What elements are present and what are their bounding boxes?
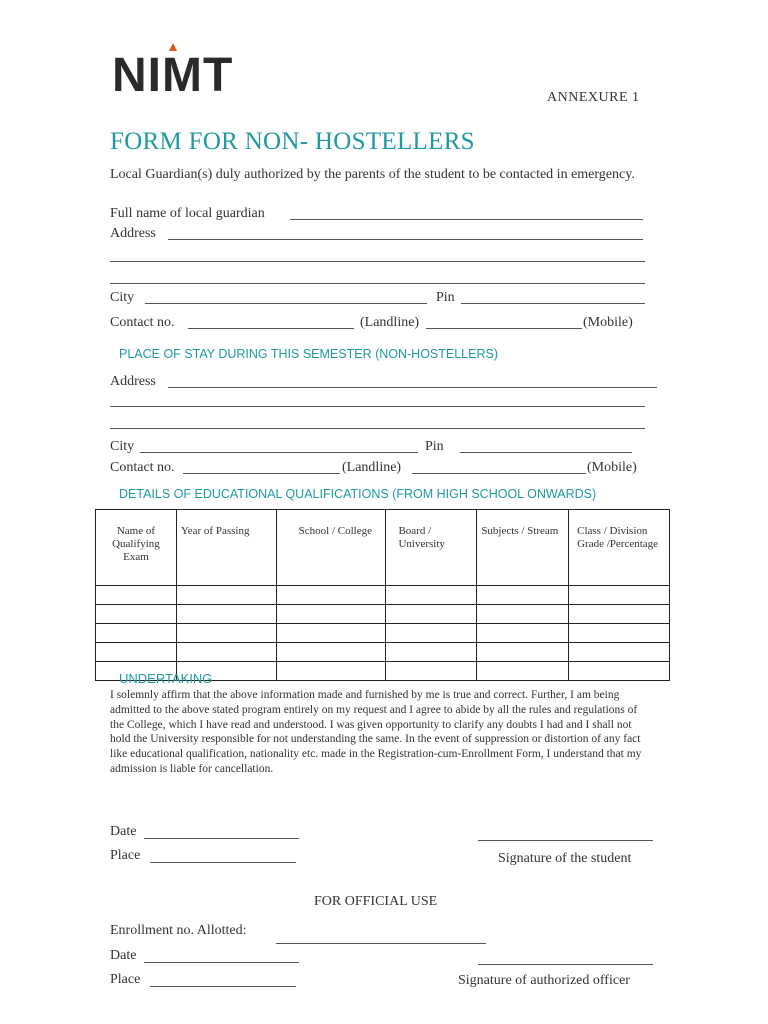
stay-landline-field[interactable] <box>183 473 340 474</box>
form-title: FORM FOR NON- HOSTELLERS <box>110 128 475 155</box>
table-row <box>96 605 670 624</box>
stay-mobile-label: (Mobile) <box>587 460 637 475</box>
logo-accent-triangle <box>169 43 177 51</box>
undertaking-text: I solemnly affirm that the above information made and furnished by me is true and correct. Further, I am being admitted to the above stated program entirely on my request and I agree to abide by all the rules and regulations of the College, which I have read and understood. I was given opportunity to clarify any doubts I had and I shall not hold the University responsible for not understanding the same. In the event of suppression or distortion of any fact like educational qualification, nationality etc. made in the Registration-cum-Enrollment Form, I understand that my admission is liable for cancellation. <box>110 689 642 775</box>
stay-city-field[interactable] <box>140 452 418 453</box>
table-cell[interactable] <box>96 624 177 643</box>
officer-signature-line[interactable] <box>478 964 653 965</box>
table-cell[interactable] <box>477 643 569 662</box>
table-cell[interactable] <box>96 586 177 605</box>
stay-pin-label: Pin <box>425 439 444 454</box>
official-date-label: Date <box>110 948 137 963</box>
table-cell[interactable] <box>477 662 569 681</box>
table-cell[interactable] <box>96 643 177 662</box>
table-cell[interactable] <box>386 586 477 605</box>
table-cell[interactable] <box>569 605 670 624</box>
table-cell[interactable] <box>569 662 670 681</box>
date-label: Date <box>110 824 137 839</box>
table-cell[interactable] <box>569 624 670 643</box>
stay-address-field-2[interactable] <box>110 406 645 407</box>
education-heading: DETAILS OF EDUCATIONAL QUALIFICATIONS (FROM HIGH SCHOOL ONWARDS) <box>119 487 597 501</box>
place-label: Place <box>110 848 141 863</box>
official-date-field[interactable] <box>144 962 299 963</box>
table-cell[interactable] <box>386 605 477 624</box>
table-cell[interactable] <box>276 624 386 643</box>
table-cell[interactable] <box>276 662 386 681</box>
table-cell[interactable] <box>176 605 276 624</box>
table-cell[interactable] <box>276 605 386 624</box>
table-row <box>96 586 670 605</box>
annexure-label: ANNEXURE 1 <box>547 90 640 105</box>
full-name-field[interactable] <box>290 219 643 220</box>
col-board-university: Board / University <box>386 510 477 586</box>
undertaking-heading: UNDERTAKING <box>119 671 213 686</box>
landline-field[interactable] <box>188 328 354 329</box>
student-signature-label: Signature of the student <box>498 851 632 866</box>
contact-label: Contact no. <box>110 315 175 330</box>
stay-heading: PLACE OF STAY DURING THIS SEMESTER (NON-HOSTELLERS) <box>119 347 498 361</box>
place-field[interactable] <box>150 862 296 863</box>
full-name-label: Full name of local guardian <box>110 206 265 221</box>
table-cell[interactable] <box>176 586 276 605</box>
table-cell[interactable] <box>477 586 569 605</box>
col-subjects-stream: Subjects / Stream <box>477 510 569 586</box>
address-label: Address <box>110 226 156 241</box>
stay-mobile-field[interactable] <box>412 473 586 474</box>
city-label: City <box>110 290 135 305</box>
stay-landline-label: (Landline) <box>342 460 402 475</box>
city-field[interactable] <box>145 303 427 304</box>
col-year-of-passing: Year of Passing <box>176 510 276 586</box>
table-cell[interactable] <box>176 624 276 643</box>
table-row <box>96 643 670 662</box>
mobile-label: (Mobile) <box>583 315 633 330</box>
table-cell[interactable] <box>176 643 276 662</box>
table-cell[interactable] <box>386 662 477 681</box>
table-cell[interactable] <box>276 586 386 605</box>
enrollment-field[interactable] <box>276 943 486 944</box>
table-cell[interactable] <box>386 624 477 643</box>
officer-signature-label: Signature of authorized officer <box>458 973 630 988</box>
official-place-label: Place <box>110 972 141 987</box>
table-row <box>96 624 670 643</box>
table-cell[interactable] <box>477 624 569 643</box>
col-school-college: School / College <box>276 510 386 586</box>
table-cell[interactable] <box>386 643 477 662</box>
table-cell[interactable] <box>276 643 386 662</box>
intro-text: Local Guardian(s) duly authorized by the parents of the student to be contacted in emergency. <box>110 167 635 182</box>
pin-field[interactable] <box>461 303 645 304</box>
stay-city-label: City <box>110 439 135 454</box>
mobile-field[interactable] <box>426 328 582 329</box>
col-class-division: Class / Division Grade /Percentage <box>569 510 670 586</box>
pin-label: Pin <box>436 290 455 305</box>
table-cell[interactable] <box>569 643 670 662</box>
education-header-row <box>96 510 670 586</box>
official-heading: FOR OFFICIAL USE <box>314 894 438 909</box>
address-field-2[interactable] <box>110 261 645 262</box>
date-field[interactable] <box>144 838 299 839</box>
stay-address-field-3[interactable] <box>110 428 645 429</box>
stay-address-field-1[interactable] <box>168 387 657 388</box>
enrollment-label: Enrollment no. Allotted: <box>110 923 247 938</box>
student-signature-line[interactable] <box>478 840 653 841</box>
address-field-1[interactable] <box>168 239 643 240</box>
education-table <box>95 509 670 681</box>
table-cell[interactable] <box>569 586 670 605</box>
stay-address-label: Address <box>110 374 156 389</box>
col-qualifying-exam: Name of Qualifying Exam <box>96 510 177 586</box>
stay-pin-field[interactable] <box>460 452 632 453</box>
official-place-field[interactable] <box>150 986 296 987</box>
table-cell[interactable] <box>477 605 569 624</box>
landline-label: (Landline) <box>360 315 420 330</box>
address-field-3[interactable] <box>110 283 645 284</box>
stay-contact-label: Contact no. <box>110 460 175 475</box>
nimt-logo: NIMT <box>112 52 233 100</box>
table-cell[interactable] <box>96 605 177 624</box>
